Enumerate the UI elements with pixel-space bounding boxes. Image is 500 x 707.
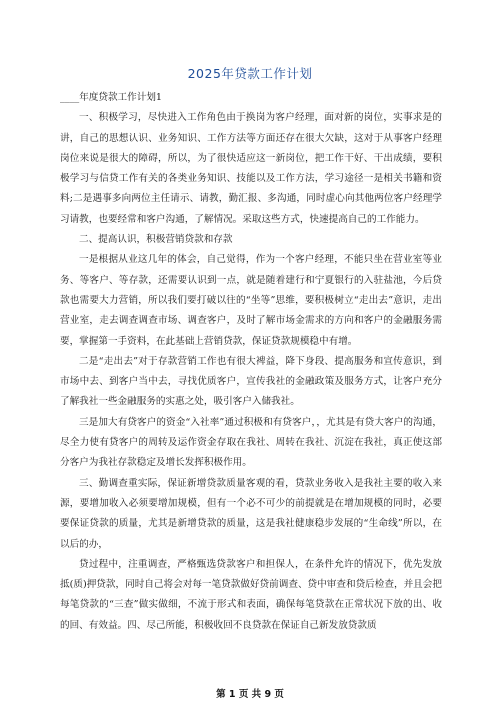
paragraph-6: 三、勤调查重实际，保证新增贷款质量客观的看，贷款业务收入是我社主要的收入来源，要增加收入必须要增加规模，但有一个必不可少的前提就是在增加规模的同时，必要要保证贷款的质量，尤其是新增贷款的质量，这是我社健康稳步发展的“生命线”所以，在以后的办，	[60, 477, 442, 550]
paragraph-3: 一是根据从业这几年的体会，自己觉得，作为一个客户经理，不能只坐在营业室等业务、等客户、等存款，还需要认识到一点，就是随着建行和宁夏银行的入驻盐池，今后贷款也需要大力营销，所以我们要打破以往的“坐等”思维，要积极树立“走出去”意识，走出营业室，走去调查调查市场、调查客户，及时了解市场金需求的方向和客户的金融服务需要，掌握第一手资料，在此基础上营销贷款，保证贷款规模稳中有增。	[60, 254, 442, 347]
document-body	[60, 88, 442, 636]
document-subtitle: ____年度贷款工作计划1	[60, 92, 163, 103]
paragraph-5: 三是加大有贷客户的资金“入社率”通过积极和有贷客户，，尤其是有贷大客户的沟通，尽全力使有贷客户的周转及运作资金存取在我社、周转在我社、沉淀在我社，真正使这部分客户为我社存款稳定及增长发挥积极作用。	[60, 416, 442, 469]
paragraph-1: 一、积极学习，尽快进入工作角色由于换岗为客户经理，面对新的岗位，实事求是的讲，自己的思想认识、业务知识、工作方法等方面还存在很大欠缺，这对于从事客户经理岗位来说是很大的障碍，所以，为了很快适应这一新岗位，把工作干好、干出成绩，要积极学习与信贷工作有关的各类业务知识、技能以及工作方法，学习途径一是相关书籍和资料;二是遇事多向两位主任请示、请教，勤汇报、多沟通，同时虚心向其他两位客户经理学习请教，也要经常和客户沟通，了解情况。采取这些方式，快速提高自己的工作能力。	[60, 112, 442, 225]
paragraph-7: 贷过程中，注重调查，严格甄选贷款客户和担保人，在条件允许的情况下，优先发放抵(质)押贷款，同时自己将会对每一笔贷款做好贷前调查、贷中审查和贷后检查，并且会把每笔贷款的“三查”做实做细，不流于形式和表面，确保每笔贷款在正常状况下放的出、收的回、有效益。四、尽己所能，积极收回不良贷款在保证自己新发放贷款质	[60, 558, 442, 631]
document-title: 2025年贷款工作计划	[187, 66, 313, 81]
page-number: 第 1 页 共 9 页	[216, 689, 284, 700]
paragraph-4: 二是“走出去”对于存款营销工作也有很大裨益，降下身段、提高服务和宣传意识，到市场中去、到客户当中去，寻找优质客户，宣传我社的金融政策及服务方式，让客户充分了解我社一些金融服务的实惠之处，吸引客户入储我社。	[60, 355, 442, 408]
paragraph-2: 二、提高认识，积极营销贷款和存款	[79, 234, 233, 246]
